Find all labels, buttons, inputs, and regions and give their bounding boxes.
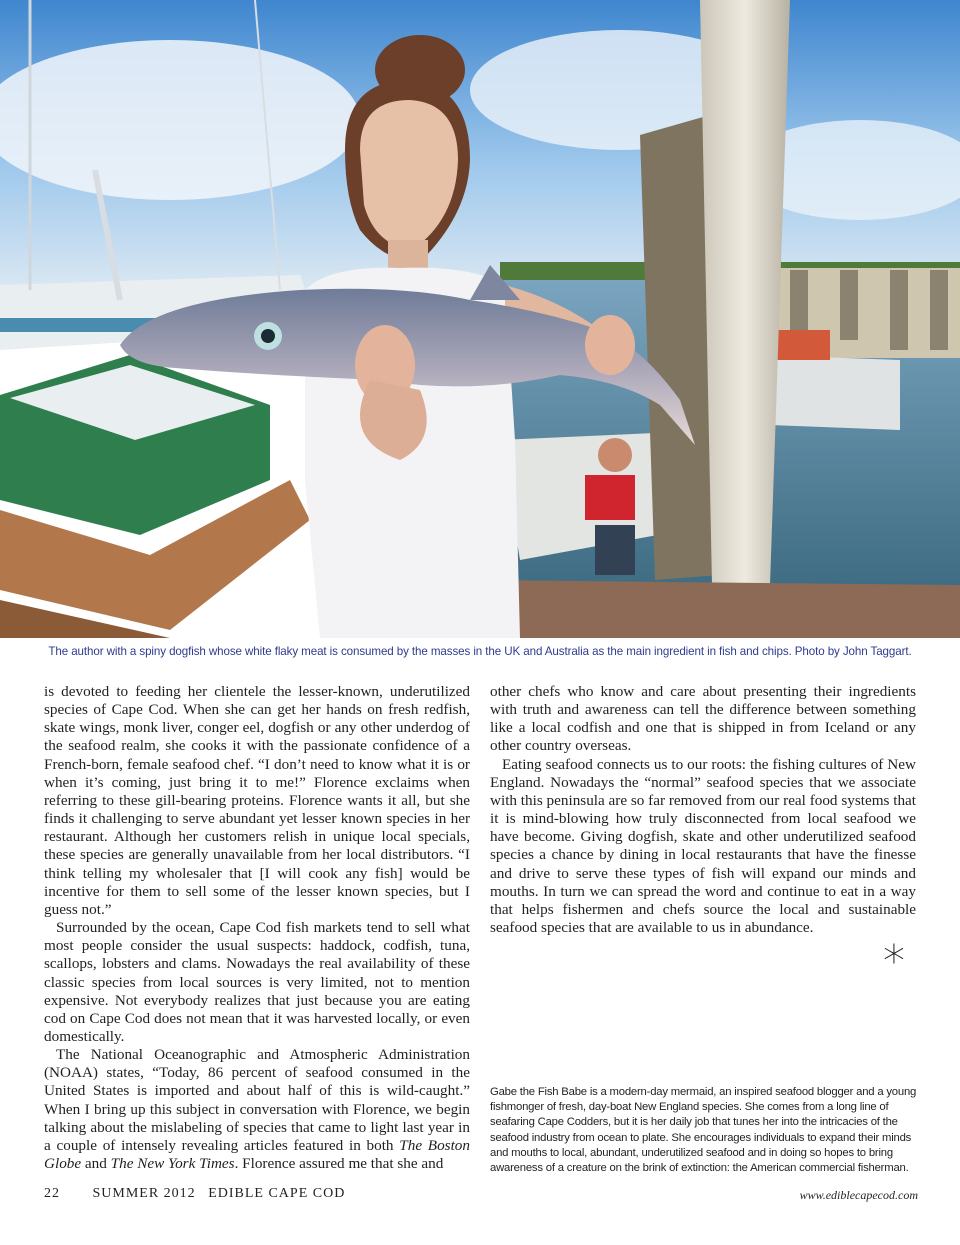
left-column — [44, 683, 470, 1173]
text-run: . Florence assured me that she and — [234, 1155, 444, 1173]
text-run: and — [81, 1155, 111, 1173]
text-run: The National Oceanographic and Atmospheric Administration (NOAA) states, “Today, 86 percent of seafood consumed in the United States is imported and about half of this is wild-caught.” When I bring up this subject in conversation with Florence, we begin talking about the mislabeling of species that came to light last year in a couple of intensely revealing articles featured in both — [44, 1046, 470, 1154]
right-column — [490, 683, 916, 937]
page-footer — [44, 1186, 345, 1202]
issue-label: SUMMER 2012 — [92, 1186, 196, 1201]
author-bio: Gabe the Fish Babe is a modern-day mermaid, an inspired seafood blogger and a young fishmonger of fresh, day-boat New England species. She comes from a long line of seafaring Cape Codders, but it is her daily job that tunes her into the intricacies of the seafood industry from ocean to plate. She encourages individuals to expand their minds and mouths to local, abundant, underutilized seafood and in doing so hopes to bring awareness of a creature on the brink of extinction: the American commercial fisherman. — [490, 1086, 917, 1175]
paragraph — [44, 1046, 470, 1173]
paragraph: other chefs who know and care about presenting their ingredients with truth and awareness can tell the difference between something like a local codfish and one that is shipped in from Iceland or any other country overseas. — [490, 683, 916, 755]
paragraph: Surrounded by the ocean, Cape Cod fish markets tend to sell what most people consider the usual suspects: haddock, codfish, tuna, scallops, lobsters and clams. Nowadays the real availability of these classic species from local sources is very limited, not to mention expensive. Not everybody realizes that just because you are eating cod on Cape Cod does not mean that it was harvested locally, or even domestically. — [44, 919, 470, 1045]
website-link[interactable]: www.ediblecapecod.com — [799, 1188, 918, 1202]
magazine-name: EDIBLE CAPE COD — [208, 1186, 346, 1201]
publication-title: The New York Times — [110, 1155, 235, 1173]
end-of-article-mark: * — [883, 936, 905, 987]
publication-title: The Boston Globe — [44, 1136, 470, 1173]
paragraph: is devoted to feeding her clientele the lesser-known, underutilized species of Cape Cod. When she can get her hands on fresh redfish, skate wings, monk liver, conger eel, dogfish or any other underdog of the seafood realm, she cooks it with the passionate confidence of a French-born, female seafood chef. “I don’t need to know what it is or when it’s coming, just bring it to me!” Florence exclaims when referring to these gill-bearing proteins. Florence wants it all, but she finds it challenging to serve abundant yet lesser known species in her restaurant. Although her customers relish in unique local specials, these species are generally unavailable from her local distributors. “I think telling my wholesaler that [I will cook any fish] would be incentive for them to sell some of the lesser known species, but I guess not.” — [44, 683, 470, 918]
page-number: 22 — [44, 1186, 60, 1201]
photo-caption: The author with a spiny dogfish whose white flaky meat is consumed by the masses in the UK and Australia as the main ingredient in fish and chips. Photo by John Taggart. — [48, 645, 912, 658]
paragraph: Eating seafood connects us to our roots: the fishing cultures of New England. Nowadays the “normal” seafood species that we associate with this peninsula are so far removed from our real food systems that it is mind-blowing how truly disconnected from local seafood we have become. Giving dogfish, skate and other underutilized seafood species a chance by dining in local restaurants that have the finesse and drive to serve these types of fish will expand our minds and mouths. In turn we can spread the word and continue to eat in a way that helps fishermen and chefs source the local and sustainable seafood species that are available to us in abundance. — [490, 755, 916, 937]
